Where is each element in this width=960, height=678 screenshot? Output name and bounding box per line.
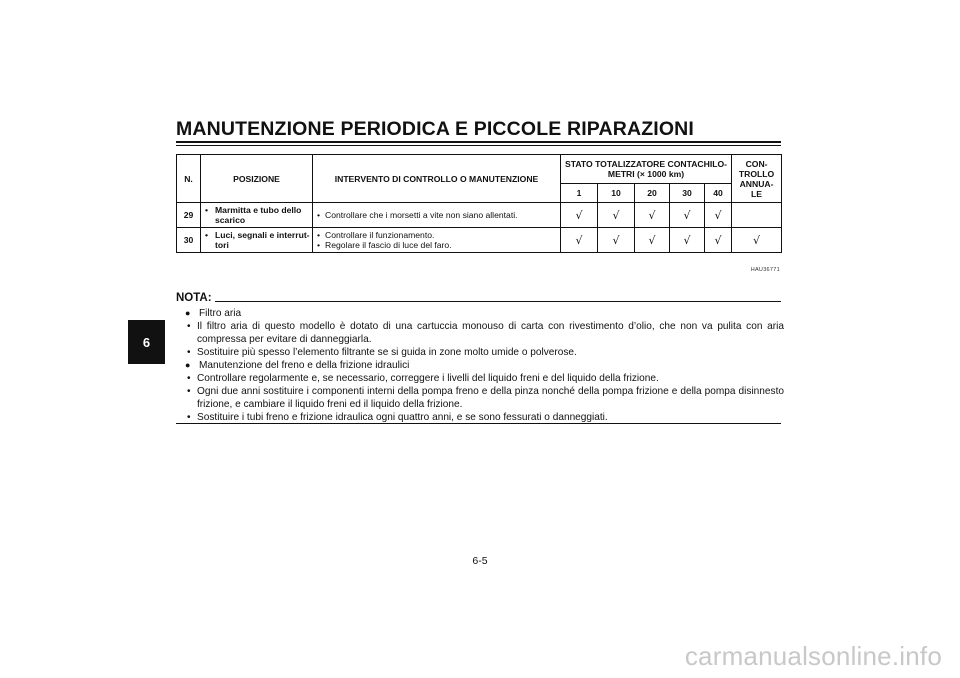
page-title: MANUTENZIONE PERIODICA E PICCOLE RIPARAZIONI <box>176 118 694 140</box>
check-cell: √ <box>635 203 670 228</box>
nota-item <box>176 320 784 346</box>
check-cell: √ <box>670 228 705 253</box>
circle-bullet-icon: ● <box>185 360 191 370</box>
header-annual-line1: CON- <box>745 158 768 169</box>
nota-item <box>176 346 784 359</box>
page-number: 6-5 <box>472 555 488 567</box>
header-odometer-line2: METRI (× 1000 km) <box>607 169 685 179</box>
bullet-icon: • <box>187 347 191 358</box>
bullet-icon: • <box>187 321 191 332</box>
reference-code: HAU36771 <box>750 267 780 273</box>
nota-section-title-text: Manutenzione del freno e della frizione idraulici <box>199 360 410 371</box>
nota-item-text: Sostituire più spesso l’elemento filtrante se si guida in zone molto umide o polverose. <box>197 347 577 358</box>
table-row <box>177 228 782 253</box>
bullet-icon: • <box>187 412 191 423</box>
title-rule-thin <box>176 145 781 146</box>
row-position <box>201 228 313 253</box>
row-number: 30 <box>183 235 194 245</box>
check-cell <box>732 203 782 228</box>
header-annual-line4: LE <box>751 188 763 199</box>
nota-item-text: Sostituire i tubi freno e frizione idraulica ogni quattro anni, e se sono fessurati o danneggiati. <box>197 412 608 423</box>
nota-item-text: Il filtro aria di questo modello è dotato di una cartuccia monouso di carta con rivestimento d’olio, che non va pulita con aria compressa per evitare di danneggiarla. <box>197 321 784 345</box>
row-position-line1: Luci, segnali e interrut- <box>215 230 310 240</box>
header-km-10: 10 <box>598 184 635 203</box>
row-actions <box>313 203 561 228</box>
bullet-icon: • <box>205 205 209 215</box>
check-cell: √ <box>705 203 732 228</box>
check-cell: √ <box>705 228 732 253</box>
row-position-line1: Marmitta e tubo dello <box>215 205 302 215</box>
header-position: POSIZIONE <box>201 155 313 203</box>
bullet-icon: • <box>187 373 191 384</box>
nota-section-title <box>176 359 784 372</box>
check-cell: √ <box>561 203 598 228</box>
nota-label: NOTA: <box>176 292 212 304</box>
header-km-40: 40 <box>705 184 732 203</box>
header-km-30: 30 <box>670 184 705 203</box>
header-odometer <box>561 155 732 184</box>
row-num-cell <box>177 203 201 228</box>
maintenance-table <box>176 154 782 253</box>
header-annual-line2: TROLLO <box>738 168 775 179</box>
nota-rule <box>215 301 781 302</box>
header-km-20: 20 <box>635 184 670 203</box>
row-action: Controllare che i morsetti a vite non siano allentati. <box>325 210 518 220</box>
header-intervention: INTERVENTO DI CONTROLLO O MANUTENZIONE <box>313 155 561 203</box>
nota-item-text: Ogni due anni sostituire i componenti interni della pompa freno e della pinza nonché della pompa frizione e della pompa disinnesto frizione, e cambiare il liquido freni ed il liquido della frizione. <box>197 386 784 410</box>
nota-end-rule <box>176 423 781 424</box>
header-num: N. <box>177 155 201 203</box>
nota-section-title <box>176 307 784 320</box>
nota-section-title-text: Filtro aria <box>199 308 242 319</box>
bullet-icon: • <box>187 386 191 397</box>
row-position-line2: tori <box>215 240 229 250</box>
bullet-icon: • <box>317 210 321 220</box>
bullet-icon: • <box>317 240 321 250</box>
nota-body <box>176 307 784 424</box>
chapter-tab: 6 <box>128 320 165 364</box>
check-cell: √ <box>598 203 635 228</box>
header-annual-line3: ANNUA- <box>739 178 774 189</box>
row-num-cell <box>177 228 201 253</box>
table-row <box>177 203 782 228</box>
row-number: 29 <box>183 210 194 220</box>
nota-item <box>176 372 784 385</box>
header-annual <box>732 155 782 203</box>
bullet-icon: • <box>317 230 321 240</box>
check-cell: √ <box>598 228 635 253</box>
circle-bullet-icon: ● <box>185 308 191 318</box>
title-rule-thick <box>176 141 781 143</box>
row-action: Regolare il fascio di luce del faro. <box>325 240 452 250</box>
nota-item-text: Controllare regolarmente e, se necessario, correggere i livelli del liquido freni e del liquido della frizione. <box>197 373 659 384</box>
check-cell: √ <box>635 228 670 253</box>
row-position <box>201 203 313 228</box>
row-actions <box>313 228 561 253</box>
watermark: carmanualsonline.info <box>684 641 942 671</box>
check-cell: √ <box>561 228 598 253</box>
header-odometer-line1: STATO TOTALIZZATORE CONTACHILO- <box>565 159 728 169</box>
check-cell: √ <box>670 203 705 228</box>
bullet-icon: • <box>205 230 209 240</box>
check-cell: √ <box>732 228 782 253</box>
header-km-1: 1 <box>561 184 598 203</box>
nota-item <box>176 385 784 411</box>
row-position-line2: scarico <box>215 215 246 225</box>
row-action: Controllare il funzionamento. <box>325 230 435 240</box>
